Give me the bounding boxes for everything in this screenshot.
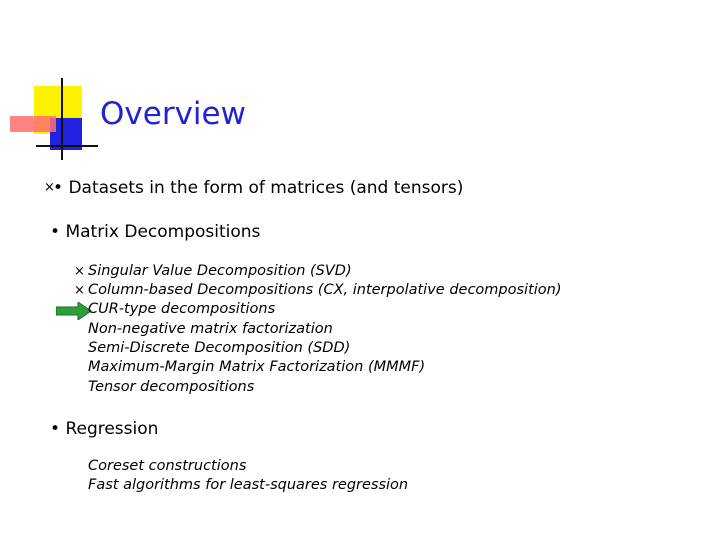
section-3-text: Regression [65, 419, 159, 439]
list-item: Fast algorithms for least-squares regression [88, 477, 409, 493]
x-marker-icon: × [74, 283, 85, 298]
list-item: Maximum-Margin Matrix Factorization (MMMF) [88, 359, 426, 375]
section-2 [50, 222, 260, 242]
section-1-text: Datasets in the form of matrices (and tensors) [68, 178, 464, 198]
bullet: • [50, 222, 61, 242]
bullet: • [50, 419, 61, 439]
list-item: Column-based Decompositions (CX, interpolative decomposition) [88, 282, 562, 298]
list-item: Non-negative matrix factorization [88, 321, 333, 337]
bullet: • [53, 178, 64, 198]
slide-title: Overview [100, 96, 246, 132]
x-marker-icon: × [74, 264, 85, 279]
green-arrow-icon [56, 302, 92, 320]
list-item: Singular Value Decomposition (SVD) [88, 263, 352, 279]
section-2-text: Matrix Decompositions [65, 222, 261, 242]
list-item: Semi-Discrete Decomposition (SDD) [88, 340, 351, 356]
list-item: Tensor decompositions [88, 379, 255, 395]
logo-red-bar [10, 116, 56, 132]
section-1 [53, 178, 463, 198]
slide-logo [0, 0, 100, 170]
list-item: Coreset constructions [88, 458, 247, 474]
list-item: CUR-type decompositions [88, 301, 276, 317]
x-marker-icon: × [44, 180, 55, 195]
section-3 [50, 419, 158, 439]
